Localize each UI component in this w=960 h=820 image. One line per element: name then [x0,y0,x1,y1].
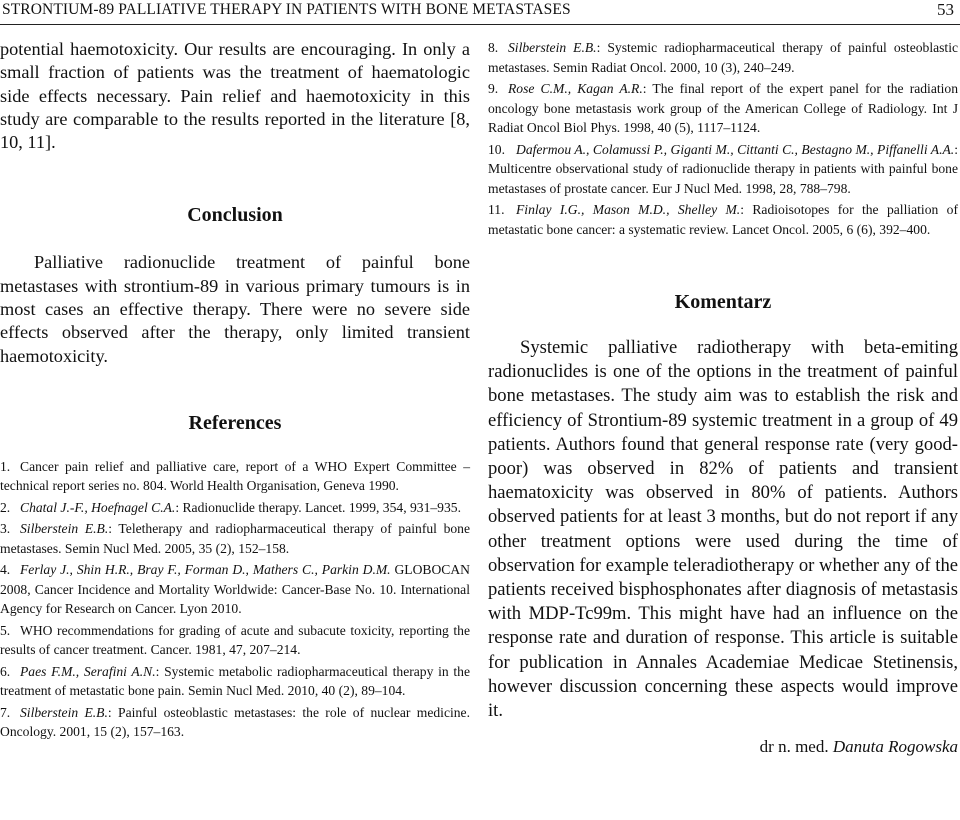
reference-number: 8. [488,40,499,55]
reference-number: 1. [0,458,11,474]
komentarz-heading: Komentarz [674,291,772,313]
conclusion-paragraph: Palliative radionuclide treatment of painful bone metastases with strontium-89 in various primary tumours is in most cases an effective therapy. There were no severe side effects observed after the therapy, only limited transient haemotoxicity. [0,252,470,366]
reference-number: 2. [0,499,11,515]
reference-number: 11. [488,202,505,217]
reference-number: 10. [488,141,505,157]
page-header [0,0,960,25]
reference-number: 3. [0,521,11,537]
right-column [488,38,958,757]
signature-prefix: dr n. med. [759,737,829,757]
reference-item [0,457,470,496]
reference-authors: Paes F.M., Serafini A.N. [20,663,156,679]
reference-item [488,140,958,199]
reference-item [0,560,470,619]
reference-text: : Radioisotopes for the palliation of metastatic bone cancer: a systematic review. Lancet Oncol. 2005, 6 (6), 392–400. [488,202,958,237]
reference-number: 5. [0,622,11,638]
reference-authors: Ferlay J., Shin H.R., Bray F., Forman D., Mathers C., Parkin D.M. [20,562,391,578]
reference-authors: Rose C.M., Kagan A.R. [508,81,643,96]
reference-text: : Radionuclide therapy. Lancet. 1999, 354, 931–935. [175,499,461,515]
reference-text: : Multicentre observational study of radionuclide therapy in patients with painful bone metastases of prostate cancer. Eur J Nucl Med. 1998, 28, 788–798. [488,141,958,196]
running-title: STRONTIUM-89 PALLIATIVE THERAPY IN PATIENTS WITH BONE METASTASES [2,1,571,18]
reference-number: 9. [488,81,499,96]
references-list-left [0,457,470,742]
reference-item [488,200,958,239]
reference-authors: Silberstein E.B. [508,40,597,55]
page-number: 53 [937,0,954,19]
reference-item [0,662,470,701]
reference-text: : Painful osteoblastic metastases: the role of nuclear medicine. Oncology. 2001, 15 (2), 157–163. [0,704,470,740]
signature [488,737,958,757]
reference-text: : Systemic metabolic radiopharmaceutical therapy in the treatment of metastatic bone pain. Semin Nucl Med. 2010, 40 (2), 89–104. [0,663,470,699]
reference-authors: Dafermou A., Colamussi P., Giganti M., Cittanti C., Bestagno M., Piffanelli A.A. [516,141,955,157]
signature-name: Danuta Rogowska [832,737,958,757]
reference-text: GLOBOCAN 2008, Cancer Incidence and Mortality Worldwide: Cancer-Base No. 10. International Agency for Research on Cancer. Lyon 2010. [0,562,471,617]
intro-paragraph: potential haemotoxicity. Our results are encouraging. In only a small fraction of patients was the treatment of haematologic side effects necessary. Pain relief and haemotoxicity in this study are comparable to the results reported in the literature [8, 10, 11]. [0,39,470,153]
left-column [0,38,470,742]
reference-authors: Silberstein E.B. [20,521,109,537]
reference-item [488,38,958,77]
reference-text: : Teletherapy and radiopharmaceutical therapy of painful bone metastases. Semin Nucl Med. 2005, 35 (2), 152–158. [0,521,471,556]
komentarz-paragraph: Systemic palliative radiotherapy with beta-emiting radionuclides is one of the options in the treatment of painful bone metastases. The study aim was to establish the risk and efficiency of Strontium-89 systemic treatment in a group of 49 patients. Authors found that general response rate (very good-poor) was observed in 82% of patients and transient haematoxicity was observed in 80% of patients. Authors observed patients for at least 3 months, but do not report if any other treatment options were used during the time of observation for example teleradiotherapy or whether any of the patients received bisphosphonates after diagnosis of metastasis with MDP-Tc99m. This might have had an influence on the response rate and duration of response. This article is suitable for publication in Annales Academiae Medicae Stetinensis, however discussion concerning these aspects would improve it. [488,337,958,722]
reference-authors: Chatal J.-F., Hoefnagel C.A. [20,499,176,515]
reference-text: : Systemic radiopharmaceutical therapy of painful osteoblastic metastases. Semin Radiat Oncol. 2000, 10 (3), 240–249. [488,40,959,75]
reference-authors: Silberstein E.B. [20,704,108,720]
reference-item [488,79,958,138]
reference-number: 6. [0,663,11,679]
reference-text: WHO recommendations for grading of acute and subacute toxicity, reporting the results of cancer treatment. Cancer. 1981, 47, 207–214. [0,622,470,658]
references-list-right [488,38,958,239]
references-heading: References [188,411,282,434]
reference-item [0,498,470,518]
reference-text: Cancer pain relief and palliative care, report of a WHO Expert Committee – technical report series no. 804. World Health Organisation, Geneva 1990. [0,458,470,494]
conclusion-heading: Conclusion [187,204,283,227]
reference-authors: Finlay I.G., Mason M.D., Shelley M. [516,202,741,217]
reference-text: : The final report of the expert panel for the radiation oncology bone metastasis work group of the American College of Radiology. Int J Radiat Oncol Biol Phys. 1998, 40 (5), 1117–1124. [488,81,959,135]
reference-number: 4. [0,562,11,578]
reference-item [0,519,470,558]
reference-number: 7. [0,704,11,720]
reference-item [0,703,470,742]
reference-item [0,621,470,660]
